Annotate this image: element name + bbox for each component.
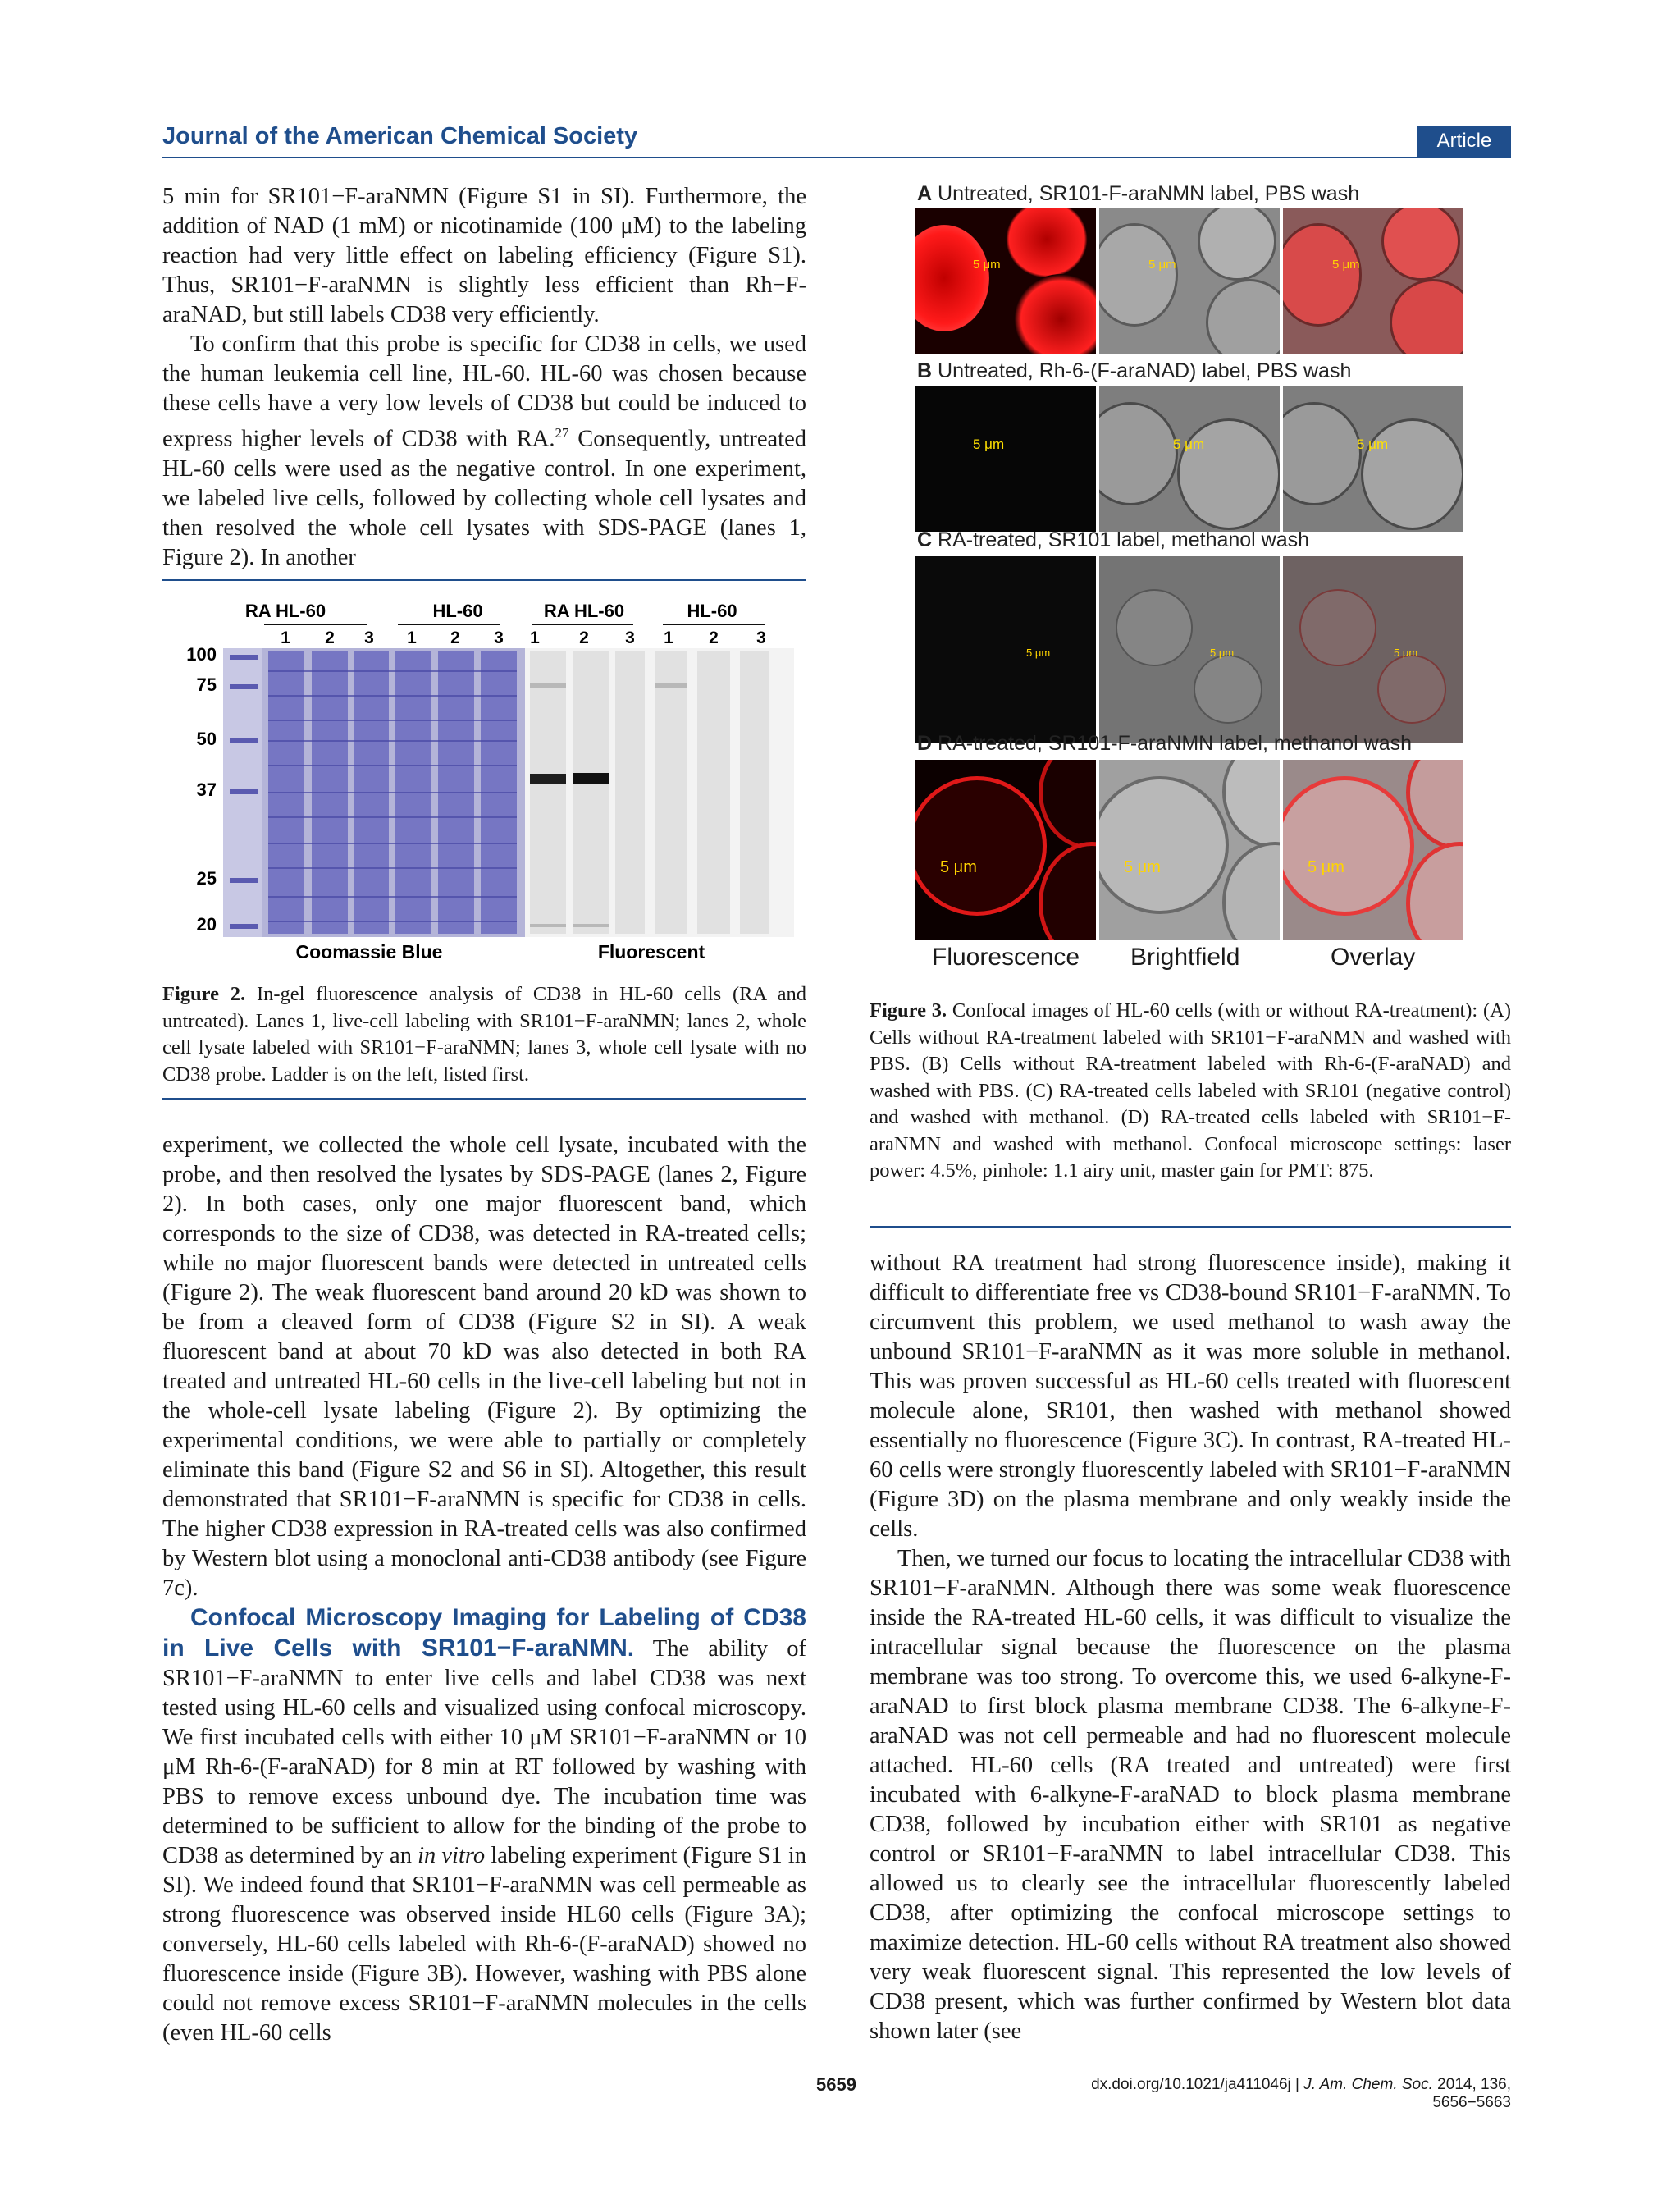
article-badge: Article xyxy=(1418,126,1511,157)
scale-bar: 5 μm xyxy=(1210,647,1235,659)
paragraph: Then, we turned our focus to locating the intracellular CD38 with SR101−F-araNMN. Although there was some weak fluorescence inside the RA-treated HL-60 cells, it was difficult to visualize the intracellular signal because the fluorescence on the plasma membrane was too strong. To overcome this, we used 6-alkyne-F-araNAD to first block plasma membrane CD38. The 6-alkyne-F-araNAD was not cell permeable and had no fluorescent molecule attached. HL-60 cells (RA treated and untreated) were first incubated with 6-alkyne-F-araNAD to block plasma membrane CD38, followed by incubation either with SR101 as negative control or SR101−F-araNMN to label intracellular CD38. This allowed us to clearly see the intracellular fluorescently labeled CD38, after optimizing the confocal microscope settings to maximize detection. HL-60 cells without RA treatment also showed very weak fluorescent signal. This represented the low levels of CD38 present, which was further confirmed by Western blot data shown later (see xyxy=(870,1546,1511,2044)
ladder-label: 100 xyxy=(186,644,217,665)
figure-rule-right xyxy=(870,1226,1511,1228)
image-tile xyxy=(1099,556,1280,743)
lane-number: 2 xyxy=(579,629,589,647)
lane-number: 1 xyxy=(407,629,417,647)
image-tile xyxy=(1283,760,1463,940)
figure-rule-top xyxy=(162,579,806,581)
image-tile xyxy=(1099,760,1280,940)
column-label: Overlay xyxy=(1331,944,1416,971)
figure-3-caption: Figure 3. Confocal images of HL-60 cells (with or without RA-treatment): (A) Cells without RA-treatment labeled with SR101−F-araNMN and washed with PBS. (B) Cells without RA-treatment labeled with Rh-6-(F-araNAD) and washed with PBS. (C) RA-treated cells labeled with SR101 (negative control) and washed with methanol. (D) RA-treated cells labeled with SR101−F-araNMN and washed with methanol. Confocal microscope settings: laser power: 4.5%, pinhole: 1.1 airy unit, master gain for PMT: 875. xyxy=(870,999,1511,1182)
image-tile xyxy=(915,556,1096,743)
figure-2-caption: Figure 2. In-gel fluorescence analysis of CD38 in HL-60 cells (RA and untreated). Lanes 1, live-cell labeling with SR101−F-araNMN; lanes 2, whole cell lysate labeled with SR101−F-araNMN; lanes 3, whole cell lysate with no CD38 probe. Ladder is on the left, listed first. xyxy=(162,983,806,1086)
lane-number: 1 xyxy=(530,629,540,647)
ladder-label: 75 xyxy=(196,674,217,695)
scale-bar: 5 μm xyxy=(1026,647,1051,659)
lane-number: 3 xyxy=(364,629,374,647)
header-rule xyxy=(162,157,1511,158)
ladder-label: 20 xyxy=(196,914,217,935)
panel-label-d: D RA-treated, SR101-F-araNMN label, methanol wash xyxy=(917,732,1413,755)
ladder-label: 37 xyxy=(196,779,217,800)
scale-bar: 5 μm xyxy=(1124,858,1161,876)
lane-number: 1 xyxy=(664,629,673,647)
scale-bar: 5 μm xyxy=(940,858,977,876)
paragraph: without RA treatment had strong fluorescence inside), making it difficult to differentiate free vs CD38-bound SR101−F-araNMN. To circumvent this problem, we used methanol to wash away the unbound SR101−F-araNMN as it was more soluble in methanol. This was proven successful as HL-60 cells treated with fluorescent molecule alone, SR101, then washed with methanol showed essentially no fluorescence (Figure 3C). In contrast, RA-treated HL-60 cells were strongly fluorescently labeled with SR101−F-araNMN (Figure 3D) on the plasma membrane and only weakly inside the cells. xyxy=(870,1250,1511,1542)
column-label: Fluorescence xyxy=(932,944,1080,971)
left-top-text xyxy=(162,182,806,573)
paragraph: Confocal Microscopy Imaging for Labeling of CD38 in Live Cells with SR101−F-araNMN. The ability of SR101−F-araNMN to enter live cells and label CD38 was next tested using HL-60 cells and visualized using confocal microscopy. We first incubated cells with either 10 μM SR101−F-araNMN or 10 μM Rh-6-(F-araNAD) for 8 min at RT followed by washing with PBS to remove excess unbound dye. The incubation time was determined to be sufficient to allow for the binding of the probe to CD38 as determined by an in vitro labeling experiment (Figure S1 in SI). We indeed found that SR101−F-araNMN was cell permeable as strong fluorescence was observed inside HL60 cells (Figure 3A); conversely, HL-60 cells labeled with Rh-6-(F-araNAD) showed no fluorescence inside (Figure 3B). However, washing with PBS alone could not remove excess SR101−F-araNMN molecules in the cells (even HL-60 cells xyxy=(162,1604,807,2046)
right-bottom-text xyxy=(870,1249,1511,2046)
lane-number: 1 xyxy=(281,629,290,647)
gel-image xyxy=(172,597,796,967)
section-subhead: Confocal Microscopy Imaging for Labeling of CD38 in Live Cells with SR101−F-araNMN. xyxy=(162,1604,806,1662)
lane-number: 2 xyxy=(325,629,335,647)
page-number: 5659 xyxy=(816,2074,856,2095)
panel-label-c: C RA-treated, SR101 label, methanol wash xyxy=(917,528,1310,551)
gel-label-coomassie: Coomassie Blue xyxy=(295,941,443,962)
lane-number: 2 xyxy=(450,629,460,647)
scale-bar: 5 μm xyxy=(1394,647,1418,659)
group-label: HL-60 xyxy=(432,601,483,621)
scale-bar: 5 μm xyxy=(973,437,1005,452)
panel-label-b: B Untreated, Rh-6-(F-araNAD) label, PBS wash xyxy=(917,359,1352,382)
lane-number: 3 xyxy=(625,629,635,647)
ladder-label: 25 xyxy=(196,868,217,889)
journal-title: Journal of the American Chemical Society xyxy=(162,123,638,149)
paragraph: experiment, we collected the whole cell lysate, incubated with the probe, and then resolved the lysates by SDS-PAGE (lanes 2, Figure 2). In both cases, only one major fluorescent band, which corresponds to the size of CD38, was detected in RA-treated cells; while no major fluorescent bands were detected in untreated cells (Figure 2). The weak fluorescent band around 20 kD was shown to be from a cleaved form of CD38 (Figure S2 in SI). A weak fluorescent band at about 70 kD was also detected in both RA treated and untreated HL-60 cells in the live-cell labeling but not in the whole-cell lysate labeling (Figure 2). By optimizing the experimental conditions, we were able to partially or completely eliminate this band (Figure S2 and S6 in SI). Altogether, this result demonstrated that SR101−F-araNMN is specific for CD38 in cells. The higher CD38 expression in RA-treated cells was also confirmed by Western blot using a monoclonal anti-CD38 antibody (see Figure 7c). xyxy=(162,1132,806,1601)
figure-rule-bottom xyxy=(162,1098,806,1100)
image-tile xyxy=(1099,386,1280,532)
ladder-label: 50 xyxy=(196,729,217,749)
group-label: RA HL-60 xyxy=(244,601,326,621)
left-bottom-text xyxy=(162,1131,806,2048)
image-tile xyxy=(915,760,1096,940)
column-label: Brightfield xyxy=(1130,944,1240,971)
gel-label-fluorescent: Fluorescent xyxy=(597,941,705,962)
scale-bar: 5 μm xyxy=(1308,858,1344,876)
image-tile xyxy=(1283,556,1463,743)
group-label: RA HL-60 xyxy=(543,601,625,621)
scale-bar: 5 μm xyxy=(1148,258,1176,272)
figure-2-gel xyxy=(172,597,796,967)
group-label: HL-60 xyxy=(687,601,737,621)
image-tile xyxy=(915,386,1096,532)
image-tile xyxy=(1283,208,1463,354)
scale-bar: 5 μm xyxy=(1173,437,1205,452)
lane-number: 2 xyxy=(709,629,719,647)
paragraph: 5 min for SR101−F-araNMN (Figure S1 in SI). Furthermore, the addition of NAD (1 mM) or nicotinamide (100 μM) to the labeling reaction had very little effect on labeling efficiency (Figure S1). Thus, SR101−F-araNMN is slightly less efficient than Rh−F-araNAD, but still labels CD38 very efficiently. xyxy=(162,184,806,327)
image-tile xyxy=(915,208,1096,354)
scale-bar: 5 μm xyxy=(1332,258,1360,272)
footer-citation: dx.doi.org/10.1021/ja411046j | J. Am. Chem. Soc. 2014, 136, 5656−5663 xyxy=(1091,2076,1511,2111)
lane-number: 3 xyxy=(756,629,766,647)
paragraph: To confirm that this probe is specific for CD38 in cells, we used the human leukemia cell line, HL-60. HL-60 was chosen because these cells have a very low levels of CD38 but could be induced to express higher levels of CD38 with RA.$^{27}$ Consequently, untreated HL-60 cells were used as the negative control. In one experiment, we labeled live cells, followed by collecting whole cell lysates and then resolved the whole cell lysates with SDS-PAGE (lanes 1, Figure 2). In another xyxy=(162,331,806,570)
scale-bar: 5 μm xyxy=(1357,437,1389,452)
figure-3-confocal xyxy=(915,182,1473,978)
image-tile xyxy=(1099,208,1280,354)
scale-bar: 5 μm xyxy=(973,258,1001,272)
panel-label-a: A Untreated, SR101-F-araNMN label, PBS wash xyxy=(917,182,1360,205)
lane-number: 3 xyxy=(494,629,504,647)
image-tile xyxy=(1283,386,1463,532)
